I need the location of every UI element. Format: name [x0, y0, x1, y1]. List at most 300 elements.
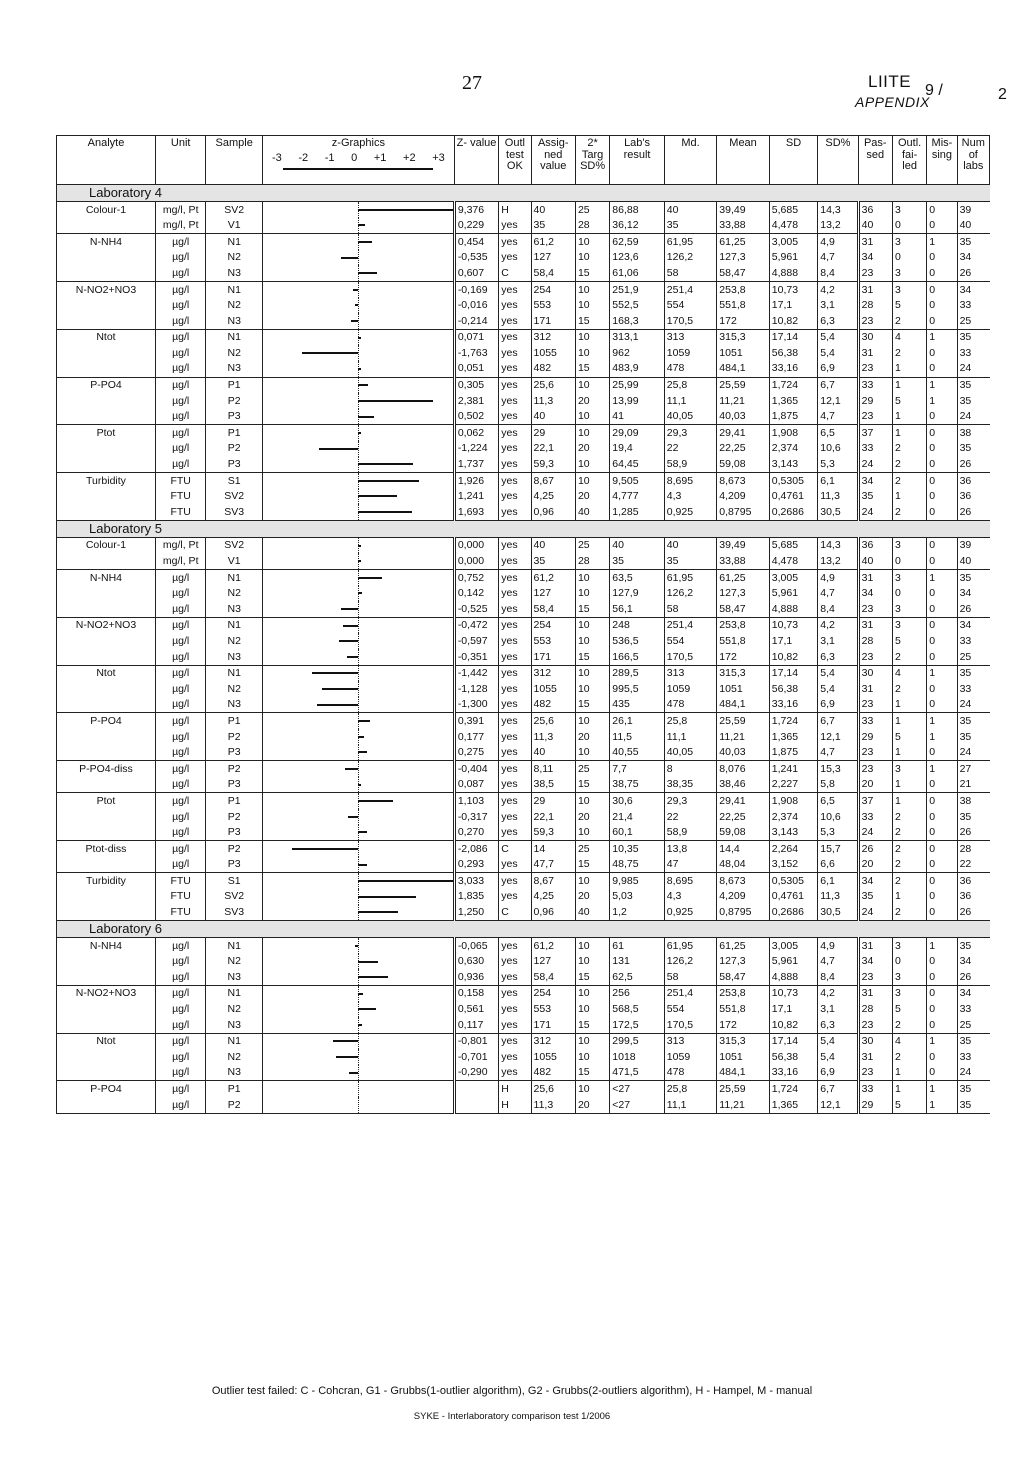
- cell-missing: 0: [927, 250, 957, 266]
- cell-numlabs: 33: [957, 298, 989, 314]
- cell-labres: 60,1: [610, 825, 665, 841]
- cell-sd: 5,961: [769, 586, 817, 602]
- cell-assigned: 553: [531, 1002, 575, 1018]
- cell-missing: 0: [927, 1065, 957, 1081]
- cell-sample: N3: [206, 1017, 263, 1033]
- table-row: [57, 361, 990, 377]
- cell-outl: yes: [499, 665, 531, 681]
- cell-md: 554: [664, 1002, 717, 1018]
- cell-numlabs: 24: [957, 1065, 989, 1081]
- table-row: [57, 537, 990, 553]
- cell-mean: 22,25: [717, 441, 770, 457]
- z-bar: [358, 751, 367, 753]
- cell-missing: 0: [927, 1049, 957, 1065]
- cell-numlabs: 35: [957, 665, 989, 681]
- cell-md: 1059: [664, 345, 717, 361]
- z-bar: [358, 800, 393, 802]
- cell-numlabs: 36: [957, 489, 989, 505]
- z-graphic: [262, 777, 454, 793]
- z-bar: [358, 560, 361, 562]
- cell-analyte: [57, 745, 156, 761]
- cell-outl: yes: [499, 633, 531, 649]
- cell-assigned: 312: [531, 1033, 575, 1049]
- cell-numlabs: 35: [957, 570, 989, 586]
- cell-targ: 20: [575, 393, 609, 409]
- cell-missing: 0: [927, 601, 957, 617]
- col-unit: Unit: [155, 136, 205, 185]
- cell-assigned: 8,11: [531, 761, 575, 777]
- cell-mean: 33,88: [717, 218, 770, 234]
- cell-zvalue: [454, 1097, 498, 1113]
- cell-zvalue: -1,300: [454, 697, 498, 713]
- z-graphic: [262, 889, 454, 905]
- cell-sample: SV3: [206, 504, 263, 520]
- z-axis: [358, 1097, 359, 1113]
- cell-labres: 9,505: [610, 473, 665, 489]
- cell-assigned: 58,4: [531, 265, 575, 281]
- cell-md: 58,9: [664, 457, 717, 473]
- cell-sample: N3: [206, 697, 263, 713]
- table-row: [57, 586, 990, 602]
- cell-targ: 10: [575, 633, 609, 649]
- cell-assigned: 61,2: [531, 234, 575, 250]
- cell-sdp: 4,2: [818, 985, 858, 1001]
- cell-md: 58: [664, 969, 717, 985]
- z-graphic: [262, 729, 454, 745]
- cell-assigned: 38,5: [531, 777, 575, 793]
- cell-sd: 4,478: [769, 218, 817, 234]
- cell-unit: µg/l: [155, 1065, 205, 1081]
- cell-numlabs: 27: [957, 761, 989, 777]
- cell-mean: 1051: [717, 345, 770, 361]
- cell-sample: N3: [206, 649, 263, 665]
- cell-numlabs: 35: [957, 377, 989, 393]
- cell-sdp: 4,7: [818, 250, 858, 266]
- cell-targ: 40: [575, 905, 609, 921]
- col-targ: 2* Targ SD%: [575, 136, 609, 185]
- cell-outl: C: [499, 905, 531, 921]
- cell-missing: 0: [927, 969, 957, 985]
- cell-missing: 1: [927, 665, 957, 681]
- z-axis: [358, 441, 359, 457]
- cell-sd: 1,365: [769, 1097, 817, 1113]
- cell-numlabs: 21: [957, 777, 989, 793]
- cell-outlfailed: 1: [892, 1065, 926, 1081]
- cell-labres: 168,3: [610, 313, 665, 329]
- cell-sdp: 13,2: [818, 218, 858, 234]
- cell-sdp: 6,3: [818, 649, 858, 665]
- cell-sdp: 15,3: [818, 761, 858, 777]
- results-body: [57, 185, 990, 1114]
- z-graphic: [262, 504, 454, 520]
- cell-targ: 10: [575, 617, 609, 633]
- col-sdp: SD%: [818, 136, 858, 185]
- cell-missing: 1: [927, 761, 957, 777]
- cell-assigned: 29: [531, 425, 575, 441]
- cell-analyte: [57, 298, 156, 314]
- cell-sample: N2: [206, 298, 263, 314]
- cell-sample: P3: [206, 745, 263, 761]
- cell-outlfailed: 2: [892, 681, 926, 697]
- cell-zvalue: -0,801: [454, 1033, 498, 1049]
- cell-passed: 37: [858, 793, 892, 809]
- cell-sdp: 5,4: [818, 1049, 858, 1065]
- cell-analyte: [57, 409, 156, 425]
- cell-md: 170,5: [664, 313, 717, 329]
- table-row: [57, 489, 990, 505]
- cell-sample: N3: [206, 313, 263, 329]
- cell-targ: 15: [575, 1017, 609, 1033]
- cell-analyte: [57, 265, 156, 281]
- cell-analyte: [57, 441, 156, 457]
- cell-labres: 962: [610, 345, 665, 361]
- cell-targ: 10: [575, 377, 609, 393]
- appendix-label: APPENDIX: [855, 94, 930, 110]
- cell-md: 29,3: [664, 425, 717, 441]
- cell-missing: 0: [927, 985, 957, 1001]
- cell-md: 126,2: [664, 250, 717, 266]
- z-graphic: [262, 857, 454, 873]
- cell-sdp: 10,6: [818, 809, 858, 825]
- cell-outlfailed: 1: [892, 409, 926, 425]
- cell-md: 40: [664, 202, 717, 218]
- cell-passed: 23: [858, 409, 892, 425]
- cell-numlabs: 33: [957, 345, 989, 361]
- cell-sample: N2: [206, 681, 263, 697]
- cell-sample: N3: [206, 361, 263, 377]
- cell-assigned: 40: [531, 202, 575, 218]
- z-graphic: [262, 457, 454, 473]
- cell-targ: 10: [575, 425, 609, 441]
- cell-outlfailed: 1: [892, 793, 926, 809]
- cell-missing: 0: [927, 873, 957, 889]
- table-row: [57, 713, 990, 729]
- cell-zvalue: 0,561: [454, 1002, 498, 1018]
- cell-outl: yes: [499, 425, 531, 441]
- cell-targ: 10: [575, 985, 609, 1001]
- cell-targ: 20: [575, 1097, 609, 1113]
- cell-targ: 10: [575, 665, 609, 681]
- cell-sd: 0,5305: [769, 873, 817, 889]
- cell-outl: yes: [499, 553, 531, 569]
- cell-sample: N1: [206, 617, 263, 633]
- z-bar: [358, 337, 361, 339]
- cell-labres: 35: [610, 553, 665, 569]
- z-graphic: [262, 1065, 454, 1081]
- cell-mean: 38,46: [717, 777, 770, 793]
- cell-outl: yes: [499, 617, 531, 633]
- col-labres: Lab's result: [610, 136, 665, 185]
- cell-sd: 4,888: [769, 601, 817, 617]
- cell-labres: 9,985: [610, 873, 665, 889]
- cell-outlfailed: 1: [892, 889, 926, 905]
- cell-targ: 10: [575, 745, 609, 761]
- cell-labres: 30,6: [610, 793, 665, 809]
- cell-outl: yes: [499, 809, 531, 825]
- cell-outlfailed: 3: [892, 281, 926, 297]
- z-axis: [358, 649, 359, 665]
- cell-labres: 123,6: [610, 250, 665, 266]
- appendix-page: 2: [998, 86, 1007, 103]
- cell-sdp: 3,1: [818, 298, 858, 314]
- cell-zvalue: 0,391: [454, 713, 498, 729]
- cell-labres: 10,35: [610, 841, 665, 857]
- cell-targ: 10: [575, 938, 609, 954]
- cell-analyte: N-NH4: [57, 570, 156, 586]
- z-bar: [358, 961, 378, 963]
- cell-passed: 28: [858, 298, 892, 314]
- cell-sdp: 4,9: [818, 938, 858, 954]
- cell-analyte: Turbidity: [57, 473, 156, 489]
- z-graphic: [262, 202, 454, 218]
- cell-labres: 21,4: [610, 809, 665, 825]
- cell-labres: 256: [610, 985, 665, 1001]
- z-axis: [358, 250, 359, 266]
- cell-outlfailed: 3: [892, 570, 926, 586]
- z-bar: [358, 831, 367, 833]
- cell-missing: 0: [927, 281, 957, 297]
- cell-analyte: [57, 633, 156, 649]
- cell-analyte: [57, 361, 156, 377]
- cell-missing: 0: [927, 745, 957, 761]
- table-row: [57, 1049, 990, 1065]
- cell-mean: 0,8795: [717, 905, 770, 921]
- table-row: [57, 649, 990, 665]
- cell-labres: 62,5: [610, 969, 665, 985]
- cell-sample: P3: [206, 857, 263, 873]
- cell-outl: yes: [499, 234, 531, 250]
- cell-sdp: 30,5: [818, 905, 858, 921]
- cell-outl: yes: [499, 393, 531, 409]
- cell-md: 11,1: [664, 729, 717, 745]
- cell-outlfailed: 5: [892, 729, 926, 745]
- cell-unit: µg/l: [155, 409, 205, 425]
- cell-zvalue: 1,693: [454, 504, 498, 520]
- table-row: [57, 697, 990, 713]
- cell-missing: 0: [927, 489, 957, 505]
- cell-analyte: P-PO4: [57, 377, 156, 393]
- cell-outlfailed: 2: [892, 825, 926, 841]
- z-bar: [358, 911, 398, 913]
- cell-mean: 25,59: [717, 713, 770, 729]
- z-graphic: [262, 713, 454, 729]
- cell-sd: 0,4761: [769, 889, 817, 905]
- cell-numlabs: 38: [957, 425, 989, 441]
- cell-passed: 28: [858, 1002, 892, 1018]
- cell-unit: µg/l: [155, 649, 205, 665]
- cell-numlabs: 26: [957, 969, 989, 985]
- table-row: [57, 1081, 990, 1097]
- cell-sd: 1,365: [769, 729, 817, 745]
- cell-analyte: [57, 393, 156, 409]
- cell-assigned: 127: [531, 250, 575, 266]
- cell-missing: 0: [927, 218, 957, 234]
- cell-analyte: P-PO4: [57, 713, 156, 729]
- cell-sdp: 6,1: [818, 873, 858, 889]
- cell-md: 35: [664, 553, 717, 569]
- cell-targ: 25: [575, 761, 609, 777]
- cell-md: 0,925: [664, 905, 717, 921]
- cell-md: 35: [664, 218, 717, 234]
- cell-sd: 5,961: [769, 954, 817, 970]
- cell-sample: N2: [206, 633, 263, 649]
- cell-assigned: 58,4: [531, 969, 575, 985]
- cell-mean: 40,03: [717, 409, 770, 425]
- cell-sdp: 3,1: [818, 1002, 858, 1018]
- cell-sample: N1: [206, 985, 263, 1001]
- z-bar: [341, 608, 358, 610]
- cell-sd: 0,5305: [769, 473, 817, 489]
- cell-mean: 58,47: [717, 265, 770, 281]
- cell-numlabs: 35: [957, 441, 989, 457]
- cell-assigned: 25,6: [531, 1081, 575, 1097]
- cell-zvalue: -2,086: [454, 841, 498, 857]
- cell-passed: 20: [858, 857, 892, 873]
- cell-sd: 2,264: [769, 841, 817, 857]
- cell-numlabs: 26: [957, 601, 989, 617]
- cell-numlabs: 26: [957, 905, 989, 921]
- cell-sdp: 6,5: [818, 425, 858, 441]
- cell-sd: 3,143: [769, 825, 817, 841]
- z-bar: [345, 768, 358, 770]
- cell-targ: 20: [575, 809, 609, 825]
- cell-numlabs: 33: [957, 1049, 989, 1065]
- cell-md: 170,5: [664, 1017, 717, 1033]
- cell-numlabs: 33: [957, 681, 989, 697]
- cell-mean: 315,3: [717, 665, 770, 681]
- z-bar: [358, 209, 453, 211]
- cell-sample: N2: [206, 954, 263, 970]
- cell-sample: P2: [206, 393, 263, 409]
- cell-labres: 40: [610, 537, 665, 553]
- cell-labres: 41: [610, 409, 665, 425]
- cell-outl: yes: [499, 537, 531, 553]
- cell-unit: FTU: [155, 489, 205, 505]
- cell-sample: N2: [206, 1002, 263, 1018]
- cell-outl: yes: [499, 504, 531, 520]
- cell-outl: yes: [499, 298, 531, 314]
- z-axis: [358, 345, 359, 361]
- cell-outlfailed: 1: [892, 713, 926, 729]
- cell-mean: 551,8: [717, 633, 770, 649]
- cell-passed: 29: [858, 393, 892, 409]
- cell-outl: yes: [499, 457, 531, 473]
- cell-sample: P3: [206, 457, 263, 473]
- cell-md: 11,1: [664, 1097, 717, 1113]
- cell-unit: µg/l: [155, 793, 205, 809]
- cell-analyte: [57, 729, 156, 745]
- cell-sdp: 30,5: [818, 504, 858, 520]
- cell-passed: 31: [858, 281, 892, 297]
- z-bar: [358, 592, 362, 594]
- col-md: Md.: [664, 136, 717, 185]
- cell-assigned: 171: [531, 313, 575, 329]
- table-row: [57, 393, 990, 409]
- cell-assigned: 127: [531, 954, 575, 970]
- cell-outl: yes: [499, 361, 531, 377]
- cell-numlabs: 40: [957, 553, 989, 569]
- cell-missing: 1: [927, 1033, 957, 1049]
- cell-assigned: 58,4: [531, 601, 575, 617]
- cell-missing: 0: [927, 857, 957, 873]
- cell-missing: 0: [927, 586, 957, 602]
- cell-zvalue: 0,087: [454, 777, 498, 793]
- cell-passed: 23: [858, 969, 892, 985]
- z-axis: [358, 1049, 359, 1065]
- cell-mean: 253,8: [717, 985, 770, 1001]
- cell-labres: 166,5: [610, 649, 665, 665]
- cell-targ: 10: [575, 457, 609, 473]
- cell-zvalue: 1,250: [454, 905, 498, 921]
- table-row: [57, 761, 990, 777]
- cell-outl: yes: [499, 697, 531, 713]
- z-graphic: [262, 489, 454, 505]
- z-graphic: [262, 761, 454, 777]
- z-graphic: [262, 825, 454, 841]
- cell-labres: 299,5: [610, 1033, 665, 1049]
- cell-outlfailed: 1: [892, 361, 926, 377]
- table-row: [57, 1065, 990, 1081]
- cell-outl: yes: [499, 745, 531, 761]
- cell-targ: 15: [575, 1065, 609, 1081]
- cell-sdp: 6,3: [818, 1017, 858, 1033]
- laboratory-title: Laboratory 5: [89, 521, 162, 537]
- cell-sd: 56,38: [769, 345, 817, 361]
- cell-assigned: 8,67: [531, 873, 575, 889]
- cell-numlabs: 26: [957, 457, 989, 473]
- cell-mean: 61,25: [717, 938, 770, 954]
- cell-missing: 1: [927, 1097, 957, 1113]
- cell-mean: 8,076: [717, 761, 770, 777]
- cell-numlabs: 34: [957, 954, 989, 970]
- z-bar: [358, 463, 413, 465]
- cell-md: 251,4: [664, 281, 717, 297]
- cell-md: 126,2: [664, 586, 717, 602]
- z-bar: [302, 352, 358, 354]
- cell-zvalue: 0,158: [454, 985, 498, 1001]
- table-row: [57, 553, 990, 569]
- cell-targ: 10: [575, 329, 609, 345]
- cell-sd: 17,14: [769, 665, 817, 681]
- z-graphic: [262, 570, 454, 586]
- cell-mean: 39,49: [717, 202, 770, 218]
- cell-assigned: 553: [531, 633, 575, 649]
- col-sd: SD: [769, 136, 817, 185]
- cell-outlfailed: 3: [892, 969, 926, 985]
- cell-targ: 10: [575, 713, 609, 729]
- z-bar: [358, 976, 388, 978]
- cell-assigned: 8,67: [531, 473, 575, 489]
- cell-sample: N3: [206, 969, 263, 985]
- z-graphic: [262, 601, 454, 617]
- cell-targ: 10: [575, 345, 609, 361]
- cell-outlfailed: 4: [892, 1033, 926, 1049]
- cell-assigned: 22,1: [531, 809, 575, 825]
- z-graphic: [262, 985, 454, 1001]
- cell-sdp: 6,3: [818, 313, 858, 329]
- zscale-tick: +2: [403, 151, 416, 164]
- cell-analyte: [57, 1017, 156, 1033]
- cell-passed: 31: [858, 1049, 892, 1065]
- z-graphic: [262, 234, 454, 250]
- cell-passed: 36: [858, 537, 892, 553]
- z-bar: [358, 224, 365, 226]
- cell-outlfailed: 1: [892, 377, 926, 393]
- cell-zvalue: -1,128: [454, 681, 498, 697]
- cell-sd: 17,1: [769, 298, 817, 314]
- cell-mean: 39,49: [717, 537, 770, 553]
- cell-outlfailed: 1: [892, 697, 926, 713]
